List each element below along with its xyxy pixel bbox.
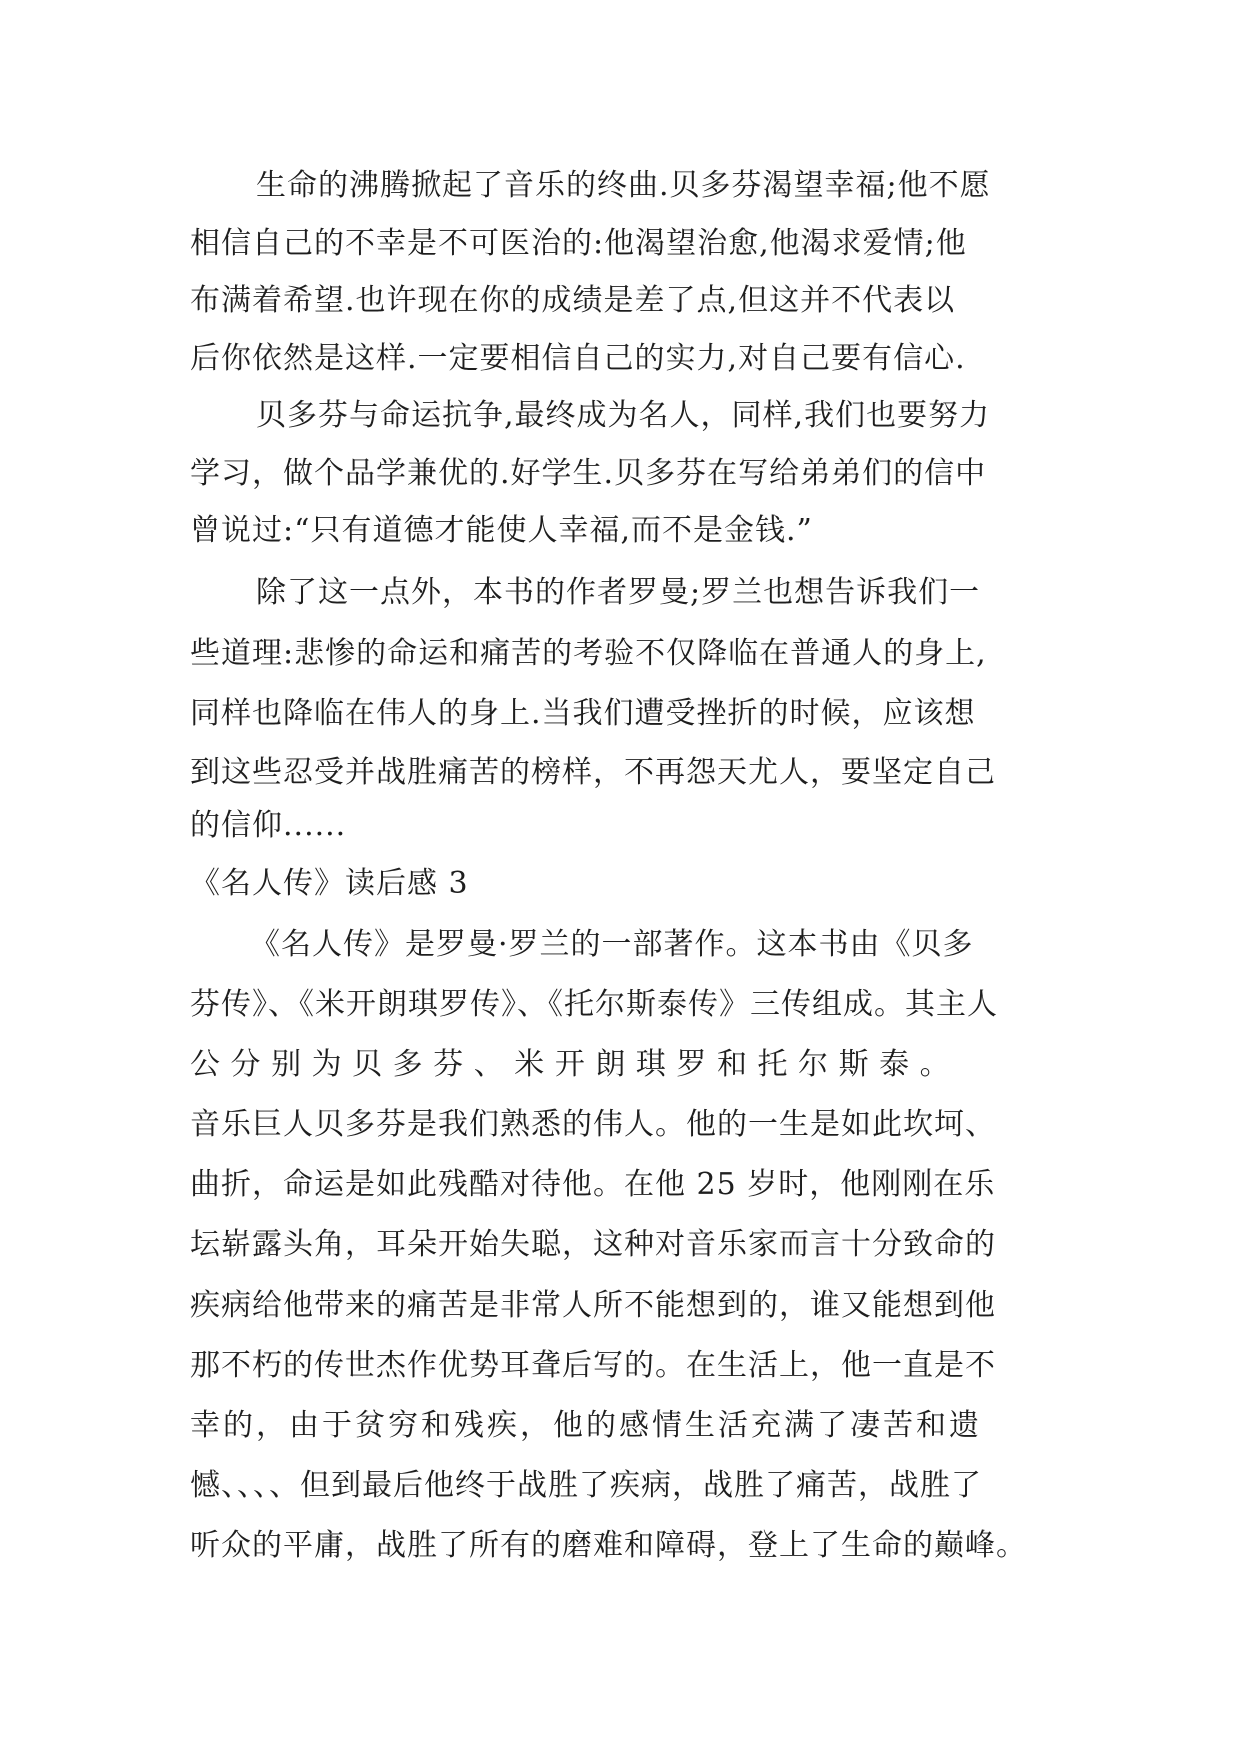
text-line: 疾病给他带来的痛苦是非常人所不能想到的，谁又能想到他 (190, 1288, 996, 1323)
text-line: 曲折，命运是如此残酷对待他。在他 25 岁时，他刚刚在乐 (190, 1167, 996, 1202)
text-line: 除了这一点外，本书的作者罗曼;罗兰也想告诉我们一 (256, 575, 981, 610)
text-line: 憾、、、、但到最后他终于战胜了疾病，战胜了痛苦，战胜了 (190, 1468, 982, 1503)
text-line: 后你依然是这样.一定要相信自己的实力,对自己要有信心. (190, 341, 966, 376)
text-line: 芬传》、《米开朗琪罗传》、《托尔斯泰传》三传组成。其主人 (190, 987, 998, 1022)
text-line: 的信仰...... (190, 808, 347, 843)
text-line: 同样也降临在伟人的身上.当我们遭受挫折的时候，应该想 (190, 696, 976, 731)
text-line: 幸的，由于贫穷和残疾，他的感情生活充满了凄苦和遗 (190, 1408, 982, 1443)
text-line: 相信自己的不幸是不可医治的:他渴望治愈,他渴求爱情;他 (190, 226, 967, 261)
text-line: 那不朽的传世杰作优势耳聋后写的。在生活上，他一直是不 (190, 1348, 996, 1383)
text-line: 布满着希望.也许现在你的成绩是差了点,但这并不代表以 (190, 283, 956, 318)
text-line: 公 分 别 为 贝 多 芬 、 米 开 朗 琪 罗 和 托 尔 斯 泰 。 (190, 1047, 951, 1082)
text-line: 贝多芬与命运抗争,最终成为名人，同样,我们也要努力 (256, 398, 991, 433)
text-line: 生命的沸腾掀起了音乐的终曲.贝多芬渴望幸福;他不愿 (256, 168, 991, 203)
text-line: 《名人传》是罗曼·罗兰的一部著作。这本书由《贝多 (250, 927, 974, 962)
text-line: 坛崭露头角，耳朵开始失聪，这种对音乐家而言十分致命的 (190, 1227, 996, 1262)
text-line: 些道理:悲惨的命运和痛苦的考验不仅降临在普通人的身上, (190, 636, 987, 671)
text-line: 到这些忍受并战胜痛苦的榜样，不再怨天尤人，要坚定自己 (190, 755, 996, 790)
section-heading: 《名人传》读后感 3 (190, 866, 469, 901)
text-line: 听众的平庸，战胜了所有的磨难和障碍，登上了生命的巅峰。 (190, 1528, 1027, 1563)
text-line: 学习，做个品学兼优的.好学生.贝多芬在写给弟弟们的信中 (190, 456, 987, 491)
text-line: 曾说过:“只有道德才能使人幸福,而不是金钱.” (190, 513, 813, 548)
text-line: 音乐巨人贝多芬是我们熟悉的伟人。他的一生是如此坎坷、 (190, 1107, 996, 1142)
